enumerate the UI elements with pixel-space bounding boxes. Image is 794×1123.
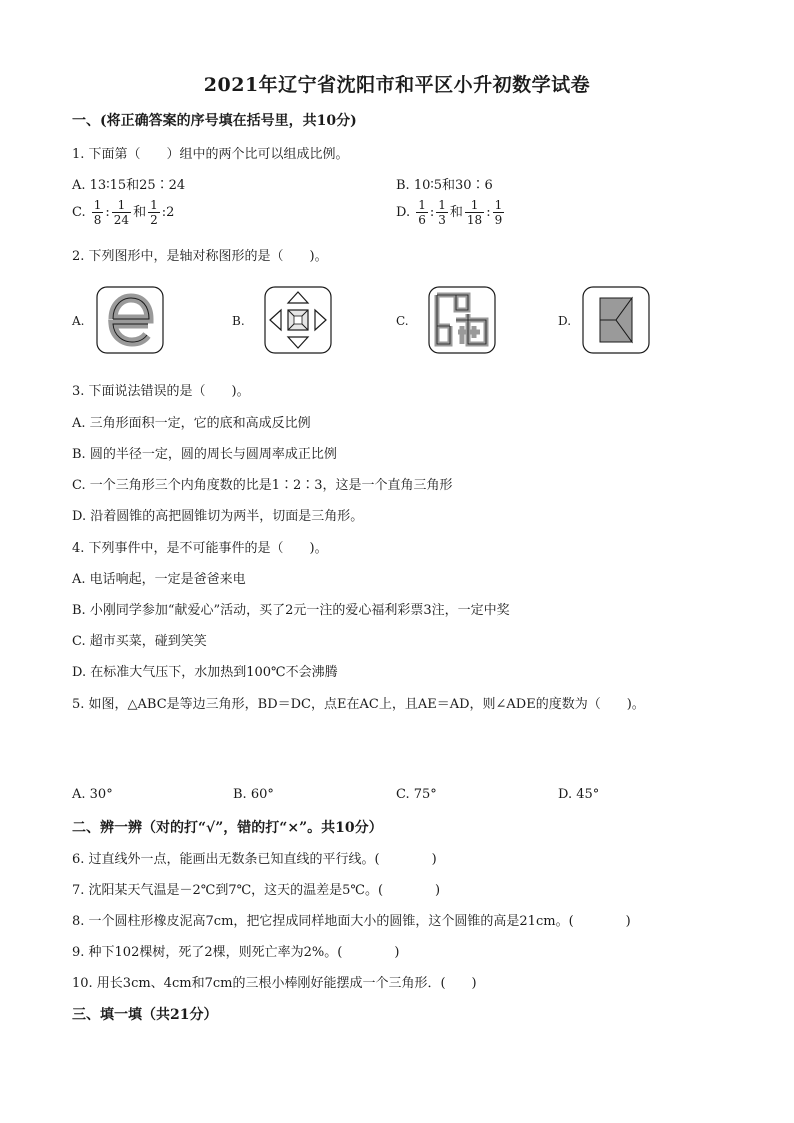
judge-item: 7. 沈阳某天气温是－2℃到7℃，这天的温差是5℃。( ) bbox=[72, 883, 441, 898]
q3-option-c: C. 一个三角形三个内角度数的比是1∶2∶3，这是一个直角三角形 bbox=[72, 478, 453, 493]
q4-option-d: D. 在标准大气压下，水加热到100℃不会沸腾 bbox=[72, 665, 338, 680]
q4-stem: 4. 下列事件中，是不可能事件的是（ )。 bbox=[72, 541, 328, 556]
q5-option-b: B. 60° bbox=[233, 787, 274, 802]
judge-item: 8. 一个圆柱形橡皮泥高7cm，把它捏成同样地面大小的圆锥，这个圆锥的高是21cm。( ) bbox=[72, 914, 631, 929]
fraction: $\frac{1}{8}$ bbox=[93, 198, 102, 227]
section-three-heading: 三、填一填（共21分） bbox=[72, 1007, 218, 1023]
judge-item: 9. 种下102棵树，死了2棵，则死亡率为2%。( ) bbox=[72, 945, 400, 960]
ratio-tail: :2 bbox=[161, 205, 175, 220]
q2-option-d-label: D. bbox=[558, 314, 572, 328]
q1-d-label: D. bbox=[396, 205, 411, 220]
parallelogram-figure bbox=[582, 286, 650, 354]
q5-option-c: C. 75° bbox=[396, 787, 437, 802]
fraction: $\frac{1}{3}$ bbox=[438, 198, 446, 227]
fraction: $\frac{1}{2}$ bbox=[150, 198, 158, 227]
fraction: $\frac{1}{18}$ bbox=[466, 198, 483, 227]
letter-e-figure bbox=[96, 286, 164, 354]
q4-option-c: C. 超市买菜，碰到笑笑 bbox=[72, 634, 207, 649]
q1-stem: 1. 下面第（ ）组中的两个比可以组成比例。 bbox=[72, 147, 349, 162]
q1-option-c bbox=[72, 198, 174, 227]
q1-c-label: C. bbox=[72, 205, 86, 220]
q5-option-d: D. 45° bbox=[558, 787, 600, 802]
colon: : bbox=[429, 205, 435, 220]
q4-option-b: B. 小刚同学参加“献爱心”活动，买了2元一注的爱心福利彩票3注，一定中奖 bbox=[72, 603, 510, 618]
arrows-square-figure bbox=[264, 286, 332, 354]
judge-item: 6. 过直线外一点，能画出无数条已知直线的平行线。( ) bbox=[72, 852, 437, 867]
q2-figures bbox=[72, 286, 732, 358]
q2-option-a-label: A. bbox=[72, 314, 85, 328]
judge-item: 10. 用长3cm、4cm和7cm的三根小棒刚好能摆成一个三角形．( ) bbox=[72, 976, 477, 991]
q1-option-a: A. 13∶15和25∶24 bbox=[72, 178, 186, 193]
fraction: $\frac{1}{9}$ bbox=[494, 198, 503, 227]
q3-option-a: A. 三角形面积一定，它的底和高成反比例 bbox=[72, 416, 311, 431]
q5-stem: 5. 如图，△ABC是等边三角形，BD＝DC，点E在AC上，且AE＝AD，则∠ADE的度数为（ )。 bbox=[72, 697, 645, 712]
q1-option-b: B. 10∶5和30∶6 bbox=[396, 178, 493, 193]
q2-stem: 2. 下列图形中，是轴对称图形的是（ )。 bbox=[72, 249, 328, 264]
knot-pattern-figure bbox=[428, 286, 496, 354]
q2-option-c-label: C. bbox=[396, 314, 409, 328]
page-title: 2021年辽宁省沈阳市和平区小升初数学试卷 bbox=[203, 74, 591, 96]
and-word: 和 bbox=[449, 205, 463, 220]
section-two-heading: 二、辨一辨（对的打“√”，错的打“×”。共10分） bbox=[72, 820, 383, 836]
and-word: 和 bbox=[133, 205, 147, 220]
fraction: $\frac{1}{6}$ bbox=[418, 198, 426, 227]
q3-option-d: D. 沿着圆锥的高把圆锥切为两半，切面是三角形。 bbox=[72, 509, 364, 524]
fraction: $\frac{1}{24}$ bbox=[113, 198, 130, 227]
q1-option-d bbox=[396, 198, 506, 227]
q4-option-a: A. 电话响起，一定是爸爸来电 bbox=[72, 572, 246, 587]
q3-stem: 3. 下面说法错误的是（ )。 bbox=[72, 384, 250, 399]
colon: : bbox=[105, 205, 110, 220]
section-one-heading: 一、(将正确答案的序号填在括号里，共10分) bbox=[72, 113, 357, 129]
q3-option-b: B. 圆的半径一定，圆的周长与圆周率成正比例 bbox=[72, 447, 337, 462]
q2-option-b-label: B. bbox=[232, 314, 245, 328]
colon: : bbox=[486, 205, 491, 220]
q5-option-a: A. 30° bbox=[72, 787, 113, 802]
